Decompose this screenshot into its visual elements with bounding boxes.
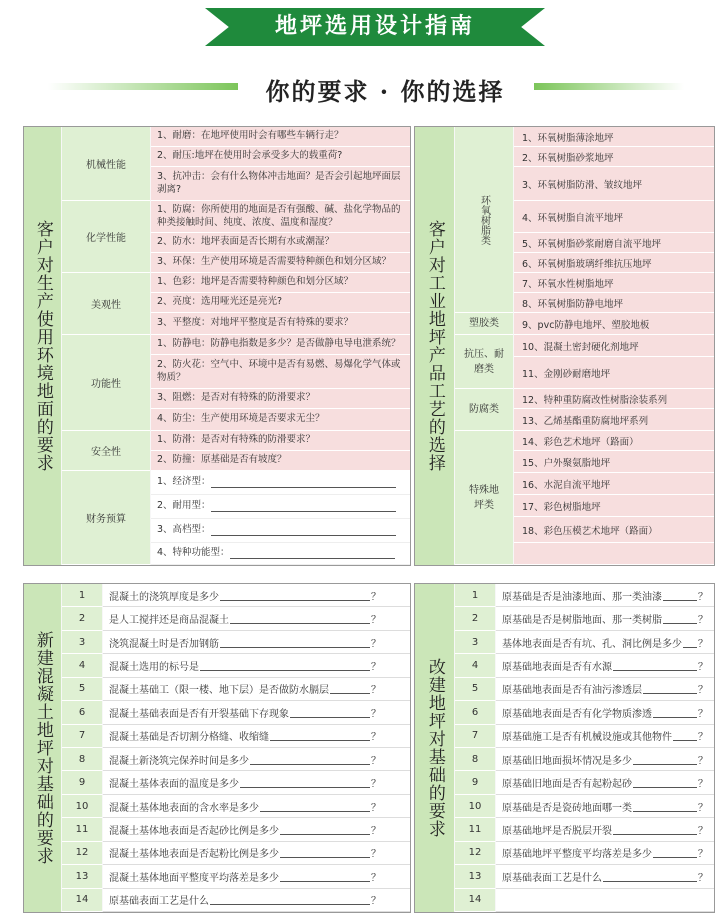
product-item: 5、环氧树脂砂浆耐磨自流平地坪 — [514, 233, 714, 253]
base-question-row — [496, 725, 714, 748]
answer-blank[interactable] — [683, 637, 697, 648]
subtitle-bar-left — [48, 83, 238, 90]
base-question-row — [103, 795, 410, 818]
budget-item — [151, 495, 410, 519]
base-question-text: 混凝土基体地面平整度平均落差是多少 — [109, 872, 279, 884]
base-question-row — [103, 631, 410, 654]
question-mark: ？ — [698, 708, 708, 720]
answer-blank[interactable] — [643, 683, 697, 694]
answer-blank[interactable] — [270, 730, 370, 741]
new-base-heading-column — [24, 584, 61, 912]
row-number: 12 — [62, 842, 102, 865]
question-mark: ？ — [698, 685, 708, 697]
base-question-row — [496, 748, 714, 771]
category-safety: 安全性 — [62, 431, 150, 471]
product-item: 11、金刚砂耐磨地坪 — [514, 357, 714, 389]
base-question-text: 原基础是否是油漆地面、那一类油漆 — [502, 591, 662, 603]
page-subtitle: 你的要求 · 你的选择 — [265, 77, 505, 106]
type-special: 特殊地坪类 — [455, 431, 513, 565]
product-item: 14、彩色艺术地坪（路面） — [514, 431, 714, 451]
question-mark: ？ — [371, 779, 381, 791]
question-mark: ？ — [371, 708, 381, 720]
base-question-row — [496, 701, 714, 724]
question-mark: ？ — [371, 591, 381, 603]
row-number: 8 — [455, 748, 495, 771]
question-item: 1、防腐：你所使用的地面是否有强酸、碱、盐化学物品的种类接触时间、纯度、浓度、温度和湿度？ — [151, 201, 410, 233]
row-number: 4 — [455, 654, 495, 677]
base-question-text: 混凝土基础表面是否有开裂基础下存现象 — [109, 708, 289, 720]
industrial-heading: 客户对工业地坪产品工艺的选择 — [424, 220, 445, 472]
product-item: 16、水泥自流平地坪 — [514, 473, 714, 495]
row-number: 6 — [455, 701, 495, 724]
base-question-row — [103, 842, 410, 865]
category-functional: 功能性 — [62, 335, 150, 431]
question-mark: ？ — [698, 638, 708, 650]
row-number: 14 — [62, 889, 102, 912]
base-question-row — [496, 865, 714, 888]
base-question-row — [103, 889, 410, 912]
base-question-row — [103, 607, 410, 630]
budget-label: 2、耐用型： — [157, 500, 211, 512]
base-question-text: 原基础是否是瓷砖地面哪一类 — [502, 802, 632, 814]
question-mark: ？ — [698, 732, 708, 744]
base-question-text: 混凝土基体表面的温度是多少 — [109, 779, 239, 791]
question-mark: ？ — [371, 825, 381, 837]
answer-blank[interactable] — [653, 847, 697, 858]
base-question-row — [103, 725, 410, 748]
base-question-text: 原基础表面工艺是什么 — [109, 896, 209, 908]
product-item: 6、环氧树脂玻璃纤维抗压地坪 — [514, 253, 714, 273]
base-question-text: 混凝土基体地表面的含水率是多少 — [109, 802, 259, 814]
row-number: 10 — [455, 795, 495, 818]
row-number: 3 — [62, 631, 102, 654]
answer-blank[interactable] — [280, 871, 370, 882]
question-mark: ？ — [371, 661, 381, 673]
type-wear: 抗压、耐磨类 — [455, 335, 513, 389]
base-question-row — [103, 865, 410, 888]
row-number: 9 — [62, 771, 102, 794]
question-mark: ？ — [371, 732, 381, 744]
base-question-text: 混凝土基体地表面是否起砂比例是多少 — [109, 825, 279, 837]
answer-blank[interactable] — [653, 707, 697, 718]
row-number: 11 — [455, 818, 495, 841]
product-item: 10、混凝土密封硬化剂地坪 — [514, 335, 714, 357]
row-number: 7 — [455, 725, 495, 748]
base-question-row — [496, 842, 714, 865]
base-question-text: 混凝土基体地表面是否起粉比例是多少 — [109, 849, 279, 861]
row-number: 7 — [62, 725, 102, 748]
type-anticorrosion: 防腐类 — [455, 389, 513, 431]
base-question-text: 原基础旧地面是否有起粉起砂 — [502, 779, 632, 791]
answer-blank[interactable] — [220, 590, 370, 601]
client-usage-panel — [23, 126, 411, 566]
budget-label: 3、高档型： — [157, 524, 211, 536]
answer-blank[interactable] — [663, 613, 697, 624]
base-question-row — [496, 889, 714, 912]
product-item: 8、环氧树脂防静电地坪 — [514, 293, 714, 313]
row-number: 1 — [455, 584, 495, 607]
base-question-text: 混凝土的浇筑厚度是多少 — [109, 591, 219, 603]
budget-item — [151, 543, 410, 565]
row-number: 13 — [62, 865, 102, 888]
product-item: 12、特种重防腐改性树脂涂装系列 — [514, 389, 714, 409]
answer-blank[interactable] — [280, 847, 370, 858]
question-item: 3、阻燃：是否对有特殊的防滑要求？ — [151, 389, 410, 409]
base-question-row — [103, 654, 410, 677]
page-title: 地坪选用设计指南 — [274, 14, 475, 39]
question-item: 1、耐磨：在地坪使用时会有哪些车辆行走？ — [151, 127, 410, 147]
question-mark: ？ — [371, 872, 381, 884]
question-mark: ？ — [371, 615, 381, 627]
product-item: 3、环氧树脂防滑、皱纹地坪 — [514, 167, 714, 201]
base-question-row — [496, 795, 714, 818]
answer-blank[interactable] — [633, 754, 697, 765]
base-question-row — [496, 771, 714, 794]
question-item: 4、防尘：生产使用环境是否要求无尘？ — [151, 409, 410, 431]
budget-blank[interactable] — [211, 502, 396, 512]
base-question-text: 原基础地坪平整度平均落差是多少 — [502, 849, 652, 861]
base-question-row — [496, 678, 714, 701]
question-mark: ？ — [698, 849, 708, 861]
row-number: 1 — [62, 584, 102, 607]
row-number: 11 — [62, 818, 102, 841]
category-mechanical: 机械性能 — [62, 127, 150, 201]
question-mark: ？ — [371, 896, 381, 908]
row-number: 3 — [455, 631, 495, 654]
answer-blank[interactable] — [200, 660, 370, 671]
question-mark: ？ — [698, 755, 708, 767]
product-item: 1、环氧树脂薄涂地坪 — [514, 127, 714, 147]
answer-blank[interactable] — [673, 730, 697, 741]
question-item: 2、亮度：选用哑光还是亮光? — [151, 293, 410, 313]
new-base-heading: 新建混凝土地坪对基础的要求 — [32, 631, 53, 865]
budget-label: 1、经济型： — [157, 476, 211, 488]
row-number: 14 — [455, 889, 495, 912]
answer-blank[interactable] — [280, 824, 370, 835]
answer-blank[interactable] — [330, 683, 370, 694]
row-number: 5 — [455, 678, 495, 701]
question-item: 1、防滑：是否对有特殊的防滑要求？ — [151, 431, 410, 451]
type-epoxy: 环氧树脂类 — [455, 127, 513, 313]
base-question-text: 原基础地表面是否有水源 — [502, 661, 612, 673]
base-question-row — [496, 607, 714, 630]
row-number: 2 — [455, 607, 495, 630]
answer-blank[interactable] — [260, 801, 370, 812]
base-question-row — [103, 771, 410, 794]
renovate-base-panel — [414, 583, 715, 913]
budget-item — [151, 471, 410, 495]
product-item: 9、pvc防静电地坪、塑胶地板 — [514, 313, 714, 335]
product-item: 7、环氧水性树脂地坪 — [514, 273, 714, 293]
client-usage-heading: 客户对生产使用环境地面的要求 — [32, 220, 53, 472]
base-question-text: 原基础旧地面损坏情况是多少 — [502, 755, 632, 767]
budget-blank[interactable] — [230, 549, 395, 559]
base-question-text: 原基础施工是否有机械设施或其他物件 — [502, 732, 672, 744]
renovate-base-heading: 改建地坪对基础的要求 — [424, 658, 445, 838]
question-mark: ？ — [698, 802, 708, 814]
industrial-panel — [414, 126, 715, 566]
renovate-base-heading-column — [415, 584, 454, 912]
question-item: 3、环保：生产使用环境是否需要特种颜色和划分区域？ — [151, 253, 410, 273]
product-item: 18、彩色压模艺术地坪（路面） — [514, 517, 714, 543]
subtitle-row — [0, 72, 722, 106]
category-budget: 财务预算 — [62, 471, 150, 565]
question-mark: ？ — [371, 685, 381, 697]
question-mark: ？ — [698, 825, 708, 837]
question-mark: ？ — [698, 661, 708, 673]
base-question-text: 混凝土基础工（限一楼、地下层）是否做防水膈层 — [109, 685, 329, 697]
base-question-text: 原基础地表面是否有化学物质渗透 — [502, 708, 652, 720]
question-item: 2、耐压:地坪在使用时会承受多大的载重荷? — [151, 147, 410, 167]
answer-blank[interactable] — [220, 637, 370, 648]
question-mark: ？ — [371, 849, 381, 861]
answer-blank[interactable] — [250, 754, 370, 765]
base-question-text: 是人工搅拌还是商品混凝土 — [109, 615, 229, 627]
base-question-text: 原基础地坪是否脱层开裂 — [502, 825, 612, 837]
base-question-row — [103, 701, 410, 724]
question-mark: ？ — [371, 755, 381, 767]
base-question-text: 混凝土新浇筑完保养时间是多少 — [109, 755, 249, 767]
answer-blank[interactable] — [613, 660, 697, 671]
question-mark: ？ — [698, 872, 708, 884]
subtitle-bar-right — [534, 83, 684, 90]
product-item: 4、环氧树脂自流平地坪 — [514, 201, 714, 233]
budget-label: 4、特种功能型： — [157, 547, 230, 559]
base-question-text: 基体地表面是否有坑、孔、洞比例是多少 — [502, 638, 682, 650]
question-item: 2、防火花：空气中、环境中是否有易燃、易爆化学气体或物质？ — [151, 355, 410, 389]
answer-blank[interactable] — [290, 707, 370, 718]
base-question-row — [496, 818, 714, 841]
question-mark: ？ — [698, 591, 708, 603]
product-item: 13、乙烯基酯重防腐地坪系列 — [514, 409, 714, 431]
question-mark: ？ — [698, 779, 708, 791]
answer-blank[interactable] — [603, 871, 697, 882]
base-question-text: 原基础是否是树脂地面、那一类树脂 — [502, 615, 662, 627]
base-question-text: 混凝土基础是否切割分格缝、收缩缝 — [109, 732, 269, 744]
row-number: 4 — [62, 654, 102, 677]
question-mark: ？ — [698, 615, 708, 627]
base-question-row — [103, 748, 410, 771]
budget-blank[interactable] — [211, 526, 396, 536]
answer-blank[interactable] — [240, 777, 370, 788]
question-item: 1、防静电：防静电指数是多少？是否做静电导电泄系统？ — [151, 335, 410, 355]
new-base-panel — [23, 583, 411, 913]
product-item: 17、彩色树脂地坪 — [514, 495, 714, 517]
question-item: 3、抗冲击：会有什么物体冲击地面？是否会引起地坪面层剥离? — [151, 167, 410, 201]
row-number: 8 — [62, 748, 102, 771]
type-plastic: 塑胶类 — [455, 313, 513, 335]
answer-blank[interactable] — [633, 801, 697, 812]
row-number: 2 — [62, 607, 102, 630]
base-question-text: 混凝土选用的标号是 — [109, 661, 199, 673]
product-item: 2、环氧树脂砂浆地坪 — [514, 147, 714, 167]
answer-blank[interactable] — [230, 613, 370, 624]
base-question-row — [103, 584, 410, 607]
category-chemical: 化学性能 — [62, 201, 150, 273]
answer-blank[interactable] — [613, 824, 697, 835]
answer-blank[interactable] — [633, 777, 697, 788]
base-question-text: 原基础地表面是否有油污渗透层 — [502, 685, 642, 697]
question-item: 2、防撞：原基础是否有坡度？ — [151, 451, 410, 471]
question-item: 2、防水：地坪表面是否长期有水或潮湿？ — [151, 233, 410, 253]
industrial-heading-column — [415, 127, 454, 565]
row-number: 6 — [62, 701, 102, 724]
base-question-text: 浇筑混凝土时是否加钢筋 — [109, 638, 219, 650]
budget-item — [151, 519, 410, 543]
question-mark: ？ — [371, 638, 381, 650]
client-usage-heading-column — [24, 127, 61, 565]
row-number: 10 — [62, 795, 102, 818]
title-banner — [205, 8, 545, 46]
base-question-row — [103, 678, 410, 701]
base-question-row — [496, 584, 714, 607]
row-number: 13 — [455, 865, 495, 888]
product-item: 15、户外聚氨脂地坪 — [514, 451, 714, 473]
base-question-row — [103, 818, 410, 841]
question-mark: ？ — [371, 802, 381, 814]
budget-blank[interactable] — [211, 478, 396, 488]
row-number: 5 — [62, 678, 102, 701]
base-question-row — [496, 631, 714, 654]
row-number: 9 — [455, 771, 495, 794]
base-question-text: 原基础表面工艺是什么 — [502, 872, 602, 884]
question-item: 1、色彩：地坪是否需要特种颜色和划分区域？ — [151, 273, 410, 293]
category-aesthetic: 美观性 — [62, 273, 150, 335]
base-question-row — [496, 654, 714, 677]
question-item: 3、平整度：对地坪平整度是否有特殊的要求？ — [151, 313, 410, 335]
answer-blank[interactable] — [210, 894, 370, 905]
product-item-empty — [514, 543, 714, 565]
answer-blank[interactable] — [663, 590, 697, 601]
row-number: 12 — [455, 842, 495, 865]
